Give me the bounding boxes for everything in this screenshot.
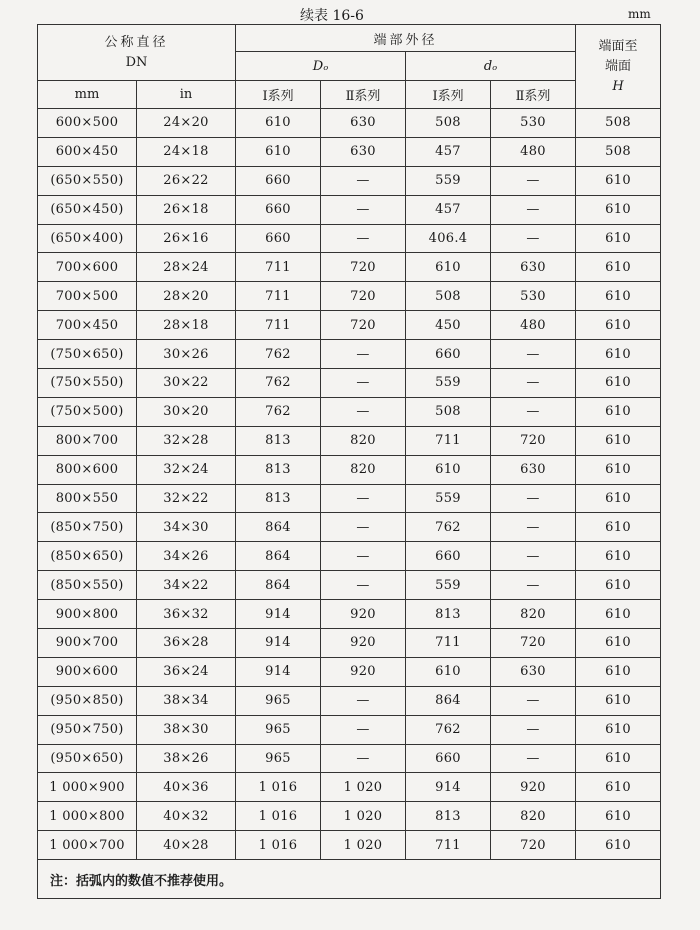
cell-Do-series1: 762 <box>236 369 321 398</box>
cell-do-series2: 480 <box>491 311 576 340</box>
cell-Do-series1: 914 <box>236 600 321 629</box>
cell-Do-series1: 965 <box>236 686 321 715</box>
cell-do-series1: 762 <box>406 513 491 542</box>
cell-do-series1: 660 <box>406 744 491 773</box>
table-row <box>38 195 661 224</box>
cell-do-series2: 920 <box>491 773 576 802</box>
nominal-size-header <box>38 25 236 81</box>
table-row <box>38 311 661 340</box>
cell-Do-series1: 610 <box>236 109 321 138</box>
table-row <box>38 773 661 802</box>
cell-Do-series1: 1 016 <box>236 802 321 831</box>
cell-H: 610 <box>576 253 661 282</box>
cell-Do-series1: 1 016 <box>236 831 321 860</box>
cell-Do-series2: — <box>321 340 406 369</box>
note-row <box>38 860 661 899</box>
cell-in: 38×26 <box>137 744 236 773</box>
cell-in: 32×22 <box>137 484 236 513</box>
cell-mm: (950×650) <box>38 744 137 773</box>
cell-in: 36×24 <box>137 657 236 686</box>
cell-mm: (850×550) <box>38 571 137 600</box>
cell-mm: (750×500) <box>38 397 137 426</box>
table-note: 注：括弧内的数值不推荐使用。 <box>38 860 661 899</box>
cell-do-series1: 508 <box>406 282 491 311</box>
cell-mm: 600×500 <box>38 109 137 138</box>
cell-Do-series2: — <box>321 542 406 571</box>
cell-in: 26×18 <box>137 195 236 224</box>
table-row <box>38 253 661 282</box>
cell-H: 610 <box>576 311 661 340</box>
cell-do-series1: 559 <box>406 166 491 195</box>
cell-do-series1: 813 <box>406 802 491 831</box>
cell-in: 38×30 <box>137 715 236 744</box>
cell-H: 610 <box>576 686 661 715</box>
end-to-end-symbol: H <box>612 78 624 94</box>
cell-do-series2: 530 <box>491 282 576 311</box>
cell-in: 26×22 <box>137 166 236 195</box>
cell-Do-series1: 864 <box>236 513 321 542</box>
table-row <box>38 600 661 629</box>
cell-H: 610 <box>576 600 661 629</box>
cell-H: 610 <box>576 513 661 542</box>
cell-in: 30×22 <box>137 369 236 398</box>
cell-do-series1: 457 <box>406 195 491 224</box>
cell-do-series1: 610 <box>406 657 491 686</box>
cell-do-series1: 610 <box>406 455 491 484</box>
cell-do-series1: 559 <box>406 484 491 513</box>
cell-Do-series2: — <box>321 224 406 253</box>
cell-H: 610 <box>576 715 661 744</box>
cell-in: 30×20 <box>137 397 236 426</box>
cell-Do-series2: — <box>321 715 406 744</box>
cell-do-series2: 630 <box>491 253 576 282</box>
cell-mm: 600×450 <box>38 137 137 166</box>
end-od-header: 端部外径 <box>236 25 576 52</box>
end-to-end-header <box>576 25 661 109</box>
do-header: dₒ <box>406 52 576 81</box>
cell-H: 610 <box>576 369 661 398</box>
cell-mm: 1 000×700 <box>38 831 137 860</box>
cell-do-series2: — <box>491 744 576 773</box>
cell-mm: (950×850) <box>38 686 137 715</box>
cell-Do-series2: 920 <box>321 600 406 629</box>
cell-do-series2: 720 <box>491 426 576 455</box>
cell-in: 26×16 <box>137 224 236 253</box>
table-row <box>38 657 661 686</box>
cell-H: 610 <box>576 484 661 513</box>
cell-H: 610 <box>576 195 661 224</box>
cell-Do-series2: 820 <box>321 426 406 455</box>
cell-mm: 1 000×900 <box>38 773 137 802</box>
cell-do-series2: 630 <box>491 455 576 484</box>
cell-mm: 700×450 <box>38 311 137 340</box>
cell-do-series2: 820 <box>491 802 576 831</box>
cell-do-series2: — <box>491 340 576 369</box>
cell-do-series1: 813 <box>406 600 491 629</box>
table-row <box>38 715 661 744</box>
cell-Do-series1: 965 <box>236 715 321 744</box>
table-row <box>38 166 661 195</box>
table-row <box>38 426 661 455</box>
cell-in: 32×28 <box>137 426 236 455</box>
cell-Do-series1: 711 <box>236 311 321 340</box>
cell-Do-series2: — <box>321 571 406 600</box>
col-header-Do-series1: Ⅰ系列 <box>236 81 321 109</box>
cell-Do-series1: 965 <box>236 744 321 773</box>
cell-do-series2: 820 <box>491 600 576 629</box>
cell-do-series2: — <box>491 166 576 195</box>
table-row <box>38 455 661 484</box>
end-to-end-line1: 端面至 <box>598 38 638 54</box>
cell-do-series2: — <box>491 224 576 253</box>
cell-Do-series1: 762 <box>236 397 321 426</box>
cell-do-series1: 660 <box>406 340 491 369</box>
cell-do-series2: 530 <box>491 109 576 138</box>
table-caption <box>0 3 700 25</box>
cell-mm: 800×600 <box>38 455 137 484</box>
table-row <box>38 513 661 542</box>
cell-H: 610 <box>576 657 661 686</box>
cell-Do-series2: 1 020 <box>321 773 406 802</box>
cell-do-series2: — <box>491 369 576 398</box>
cell-do-series1: 450 <box>406 311 491 340</box>
cell-Do-series2: 630 <box>321 109 406 138</box>
cell-Do-series1: 914 <box>236 657 321 686</box>
table-row <box>38 542 661 571</box>
cell-Do-series2: — <box>321 744 406 773</box>
col-header-in: in <box>137 81 236 109</box>
cell-Do-series1: 813 <box>236 426 321 455</box>
table-header <box>38 25 661 109</box>
cell-mm: 900×600 <box>38 657 137 686</box>
cell-Do-series1: 762 <box>236 340 321 369</box>
cell-do-series1: 508 <box>406 397 491 426</box>
cell-mm: 700×600 <box>38 253 137 282</box>
table-unit: mm <box>628 7 651 21</box>
cell-Do-series2: — <box>321 195 406 224</box>
Do-header: Dₒ <box>236 52 406 81</box>
cell-H: 610 <box>576 542 661 571</box>
table-row <box>38 686 661 715</box>
table-row <box>38 282 661 311</box>
cell-Do-series2: 720 <box>321 253 406 282</box>
nominal-size-label: 公称直径 <box>104 34 169 50</box>
cell-Do-series2: — <box>321 166 406 195</box>
cell-Do-series1: 864 <box>236 571 321 600</box>
cell-Do-series2: 630 <box>321 137 406 166</box>
cell-do-series2: 720 <box>491 831 576 860</box>
cell-H: 610 <box>576 282 661 311</box>
cell-mm: (650×400) <box>38 224 137 253</box>
cell-Do-series1: 660 <box>236 195 321 224</box>
cell-in: 34×22 <box>137 571 236 600</box>
cell-in: 36×28 <box>137 629 236 658</box>
cell-mm: (850×650) <box>38 542 137 571</box>
cell-Do-series1: 610 <box>236 137 321 166</box>
cell-do-series2: — <box>491 484 576 513</box>
cell-Do-series1: 813 <box>236 484 321 513</box>
cell-in: 40×36 <box>137 773 236 802</box>
cell-do-series2: — <box>491 686 576 715</box>
table-row <box>38 629 661 658</box>
cell-H: 610 <box>576 744 661 773</box>
cell-in: 34×26 <box>137 542 236 571</box>
cell-Do-series1: 864 <box>236 542 321 571</box>
cell-do-series2: — <box>491 513 576 542</box>
cell-H: 508 <box>576 137 661 166</box>
cell-do-series2: — <box>491 571 576 600</box>
cell-Do-series2: — <box>321 686 406 715</box>
cell-mm: 800×700 <box>38 426 137 455</box>
cell-H: 610 <box>576 166 661 195</box>
cell-do-series1: 864 <box>406 686 491 715</box>
cell-mm: 700×500 <box>38 282 137 311</box>
cell-Do-series2: 920 <box>321 657 406 686</box>
cell-do-series1: 711 <box>406 831 491 860</box>
cell-do-series1: 406.4 <box>406 224 491 253</box>
cell-H: 610 <box>576 426 661 455</box>
cell-H: 610 <box>576 831 661 860</box>
cell-in: 36×32 <box>137 600 236 629</box>
cell-do-series1: 660 <box>406 542 491 571</box>
table-row <box>38 109 661 138</box>
cell-do-series2: — <box>491 542 576 571</box>
cell-in: 24×18 <box>137 137 236 166</box>
cell-H: 508 <box>576 109 661 138</box>
cell-mm: 800×550 <box>38 484 137 513</box>
cell-in: 30×26 <box>137 340 236 369</box>
cell-mm: (850×750) <box>38 513 137 542</box>
table-row <box>38 369 661 398</box>
cell-mm: (750×650) <box>38 340 137 369</box>
cell-Do-series2: — <box>321 397 406 426</box>
table-title: 续表 16-6 <box>300 8 364 24</box>
col-header-do-series1: Ⅰ系列 <box>406 81 491 109</box>
table-row <box>38 744 661 773</box>
cell-in: 38×34 <box>137 686 236 715</box>
cell-mm: (650×550) <box>38 166 137 195</box>
cell-in: 40×28 <box>137 831 236 860</box>
col-header-Do-series2: Ⅱ系列 <box>321 81 406 109</box>
cell-do-series2: — <box>491 715 576 744</box>
table-row <box>38 340 661 369</box>
cell-in: 28×20 <box>137 282 236 311</box>
cell-do-series2: 480 <box>491 137 576 166</box>
table-body <box>38 109 661 860</box>
cell-in: 34×30 <box>137 513 236 542</box>
cell-H: 610 <box>576 340 661 369</box>
cell-in: 32×24 <box>137 455 236 484</box>
cell-do-series1: 711 <box>406 426 491 455</box>
cell-Do-series1: 711 <box>236 253 321 282</box>
cell-do-series1: 762 <box>406 715 491 744</box>
cell-Do-series1: 1 016 <box>236 773 321 802</box>
cell-do-series1: 711 <box>406 629 491 658</box>
col-header-mm: mm <box>38 81 137 109</box>
cell-do-series1: 559 <box>406 369 491 398</box>
table-row <box>38 397 661 426</box>
table-row <box>38 224 661 253</box>
cell-H: 610 <box>576 571 661 600</box>
cell-H: 610 <box>576 455 661 484</box>
cell-Do-series2: 920 <box>321 629 406 658</box>
table-row <box>38 831 661 860</box>
cell-do-series1: 914 <box>406 773 491 802</box>
table-row <box>38 484 661 513</box>
cell-mm: (950×750) <box>38 715 137 744</box>
cell-H: 610 <box>576 802 661 831</box>
cell-H: 610 <box>576 397 661 426</box>
cell-Do-series2: — <box>321 369 406 398</box>
cell-Do-series1: 660 <box>236 166 321 195</box>
cell-do-series2: — <box>491 195 576 224</box>
cell-H: 610 <box>576 773 661 802</box>
cell-mm: 900×800 <box>38 600 137 629</box>
cell-H: 610 <box>576 224 661 253</box>
cell-Do-series2: — <box>321 484 406 513</box>
nominal-size-sub: DN <box>125 54 148 70</box>
cell-Do-series2: 720 <box>321 282 406 311</box>
col-header-do-series2: Ⅱ系列 <box>491 81 576 109</box>
table-row <box>38 802 661 831</box>
cell-in: 28×18 <box>137 311 236 340</box>
cell-mm: 1 000×800 <box>38 802 137 831</box>
cell-do-series1: 508 <box>406 109 491 138</box>
cell-Do-series1: 813 <box>236 455 321 484</box>
cell-Do-series2: 820 <box>321 455 406 484</box>
cell-Do-series2: 1 020 <box>321 802 406 831</box>
cell-Do-series1: 711 <box>236 282 321 311</box>
cell-Do-series1: 914 <box>236 629 321 658</box>
cell-do-series2: 630 <box>491 657 576 686</box>
cell-Do-series2: — <box>321 513 406 542</box>
table-row <box>38 571 661 600</box>
table-row <box>38 137 661 166</box>
cell-Do-series2: 720 <box>321 311 406 340</box>
cell-Do-series1: 660 <box>236 224 321 253</box>
cell-do-series1: 559 <box>406 571 491 600</box>
cell-mm: (650×450) <box>38 195 137 224</box>
cell-mm: 900×700 <box>38 629 137 658</box>
cell-in: 24×20 <box>137 109 236 138</box>
cell-in: 40×32 <box>137 802 236 831</box>
cell-in: 28×24 <box>137 253 236 282</box>
cell-do-series2: — <box>491 397 576 426</box>
cell-mm: (750×550) <box>38 369 137 398</box>
cell-do-series1: 610 <box>406 253 491 282</box>
cell-do-series2: 720 <box>491 629 576 658</box>
cell-Do-series2: 1 020 <box>321 831 406 860</box>
dimension-table <box>37 24 661 899</box>
cell-H: 610 <box>576 629 661 658</box>
end-to-end-line2: 端面 <box>605 58 632 74</box>
cell-do-series1: 457 <box>406 137 491 166</box>
